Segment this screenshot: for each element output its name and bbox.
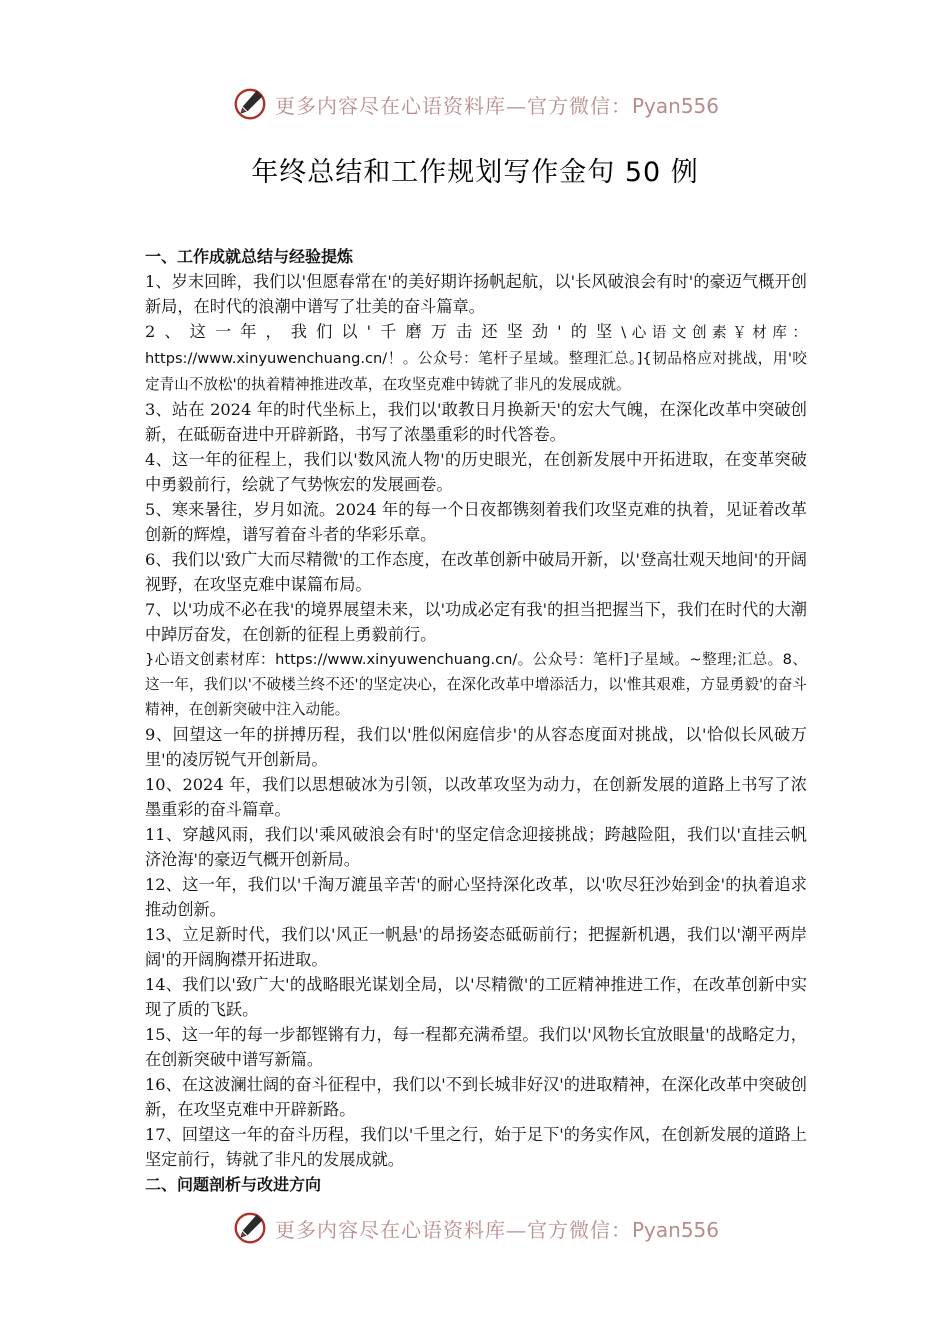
list-item: 12、这一年，我们以'千淘万漉虽辛苦'的耐心坚持深化改革，以'吹尽狂沙始到金'的执着追求推动创新。 — [145, 875, 807, 919]
list-item: 14、我们以'致广大'的战略眼光谋划全局，以'尽精微'的工匠精神推进工作，在改革创新中实现了质的飞跃。 — [145, 975, 807, 1019]
list-item: 4、这一年的征程上，我们以'数风流人物'的历史眼光，在创新发展中开拓进取，在变革突破中勇毅前行，绘就了气势恢宏的发展画卷。 — [145, 450, 807, 494]
section-heading: 一、工作成就总结与经验提炼 — [145, 247, 354, 266]
list-item: 13、立足新时代，我们以'风正一帆悬'的昂扬姿态砥砺前行；把握新机遇，我们以'潮平两岸阔'的开阔胸襟开拓进取。 — [145, 925, 807, 969]
list-item: 9、回望这一年的拼搏历程，我们以'胜似闲庭信步'的从容态度面对挑战，以'恰似长风破万里'的凌厉锐气开创新局。 — [145, 725, 807, 769]
watermark-banner-top — [0, 82, 950, 126]
watermark-text: 更多内容尽在心语资料库—官方微信： — [274, 93, 632, 118]
list-item: 15、这一年的每一步都铿锵有力，每一程都充满希望。我们以'风物长宜放眼量'的战略定力，在创新突破中谱写新篇。 — [145, 1025, 807, 1069]
list-item: 11、穿越风雨，我们以'乘风破浪会有时'的坚定信念迎接挑战；跨越险阻，我们以'直挂云帆济沧海'的豪迈气概开创新局。 — [145, 825, 807, 869]
document-body — [145, 244, 807, 1197]
list-item: 16、在这波澜壮阔的奋斗征程中，我们以'不到长城非好汉'的进取精神，在深化改革中突破创新，在攻坚克难中开辟新路。 — [145, 1075, 807, 1119]
list-item: 5、寒来暑往，岁月如流。2024 年的每一个日夜都镌刻着我们攻坚克难的执着，见证着改革创新的辉煌，谱写着奋斗者的华彩乐章。 — [145, 500, 807, 544]
watermark-ad-text: \心语文创素￥材库：https://www.xinyuwenchuang.cn/！。公众号：笔杆子星域。整理汇总。]{韧品格应对挑战，用'咬定青山不放松'的执着精神推进改革，在攻坚克难中铸就了非凡的发展成就。 — [145, 324, 807, 393]
list-item: 10、2024 年，我们以思想破冰为引领，以改革攻坚为动力，在创新发展的道路上书写了浓墨重彩的奋斗篇章。 — [145, 775, 807, 819]
watermark-banner-bottom — [0, 1206, 950, 1250]
list-item-with-ad — [145, 319, 807, 397]
list-item: 6、我们以'致广大而尽精微'的工作态度，在改革创新中破局开新，以'登高壮观天地间'的开阔视野，在攻坚克难中谋篇布局。 — [145, 550, 807, 594]
list-item: 17、回望这一年的奋斗历程，我们以'千里之行，始于足下'的务实作风，在创新发展的道路上坚定前行，铸就了非凡的发展成就。 — [145, 1125, 807, 1169]
watermark-ad-text: }心语文创素材库：https://www.xinyuwenchuang.cn/。公众号：笔杆]子星域。~整理;汇总。8、这一年，我们以'不破楼兰终不还'的坚定决心，在深化改革中增添活力，以'惟其艰难，方显勇毅'的奋斗精神，在创新突破中注入动能。 — [145, 651, 807, 718]
list-item: 1、岁末回眸，我们以'但愿春常在'的美好期许扬帆起航，以'长风破浪会有时'的豪迈气概开创新局，在时代的浪潮中谱写了壮美的奋斗篇章。 — [145, 272, 807, 316]
watermark-text: 更多内容尽在心语资料库—官方微信： — [274, 1217, 632, 1242]
list-item-fragment: 2、这一年，我们以'千磨万击还坚劲'的坚 — [145, 322, 622, 341]
watermark-wechat-id: Pyan556 — [631, 93, 719, 118]
pen-nib-circle-icon — [231, 1209, 269, 1247]
document-title: 年终总结和工作规划写作金句 50 例 — [251, 157, 699, 188]
list-item: 7、以'功成不必在我'的境界展望未来，以'功成必定有我'的担当把握当下，我们在时代的大潮中踔厉奋发，在创新的征程上勇毅前行。 — [145, 600, 807, 644]
watermark-wechat-id: Pyan556 — [631, 1217, 719, 1242]
list-item: 3、站在 2024 年的时代坐标上，我们以'敢教日月换新天'的宏大气魄，在深化改革中突破创新，在砥砺奋进中开辟新路，书写了浓墨重彩的时代答卷。 — [145, 400, 807, 444]
pen-nib-circle-icon — [231, 85, 269, 123]
section-heading: 二、问题剖析与改进方向 — [145, 1175, 322, 1194]
